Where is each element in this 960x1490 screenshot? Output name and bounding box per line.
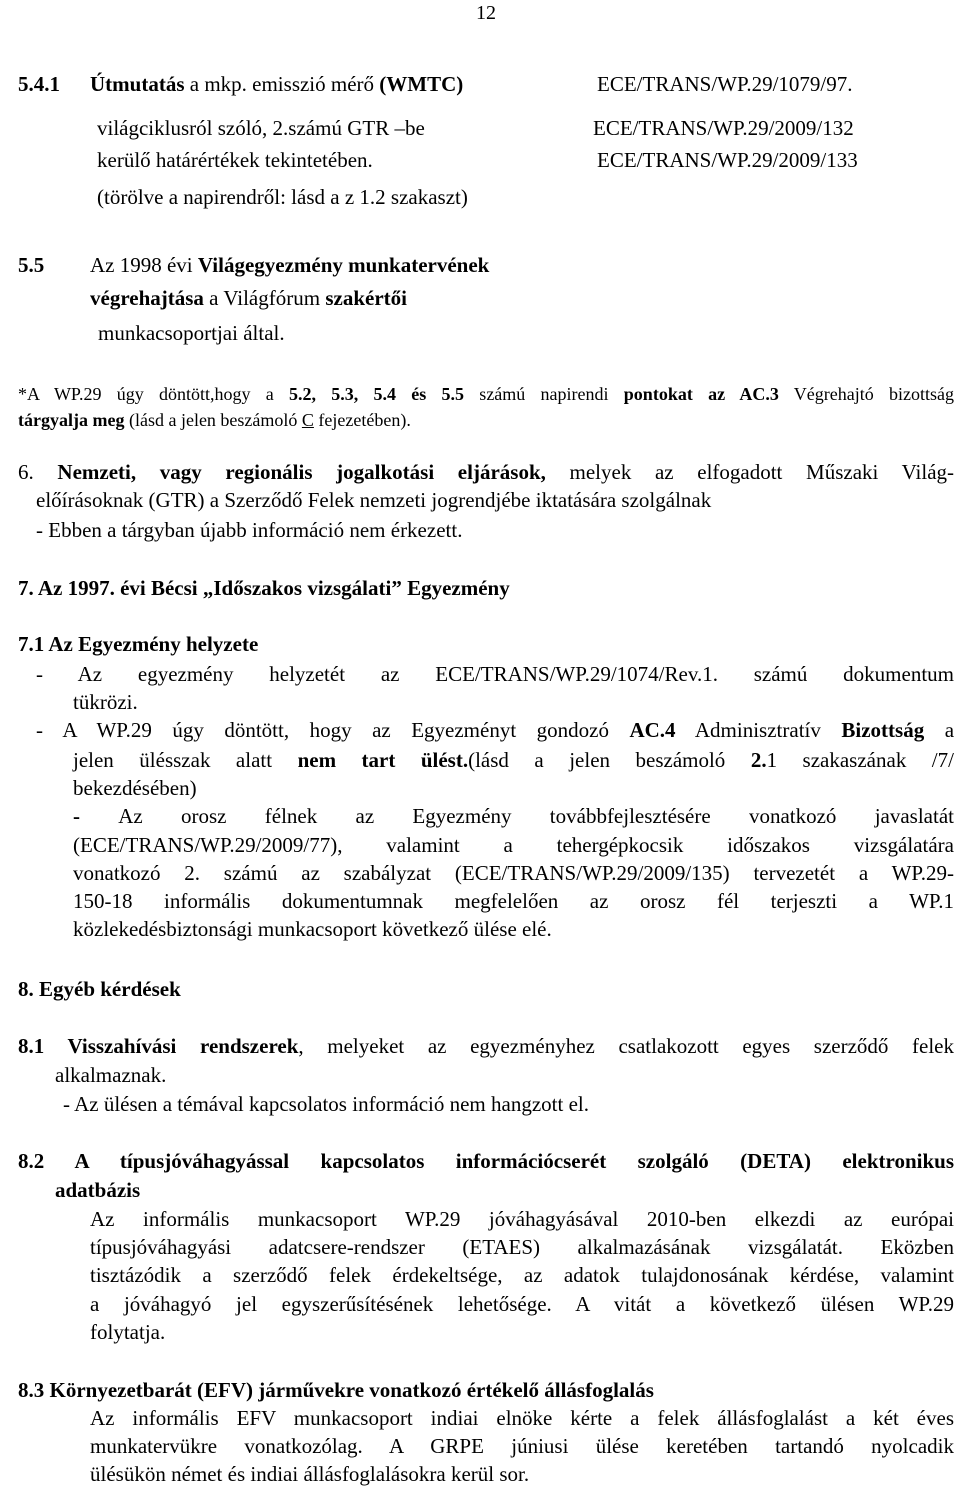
section-81-line2: alkalmaznak.	[55, 1063, 167, 1087]
section-8-heading: 8. Egyéb kérdések	[18, 977, 181, 1001]
section-6-line3: - Ebben a tárgyban újabb információ nem érkezett.	[36, 518, 463, 542]
section-83-text-line1: Az informális EFV munkacsoport indiai elnöke kérte a felek állásfoglalást a két éves	[90, 1406, 954, 1430]
section-82-heading-line1: 8.2 A típusjóváhagyással kapcsolatos információcserét szolgáló (DETA) elektronikus	[18, 1149, 954, 1173]
document-reference-3: ECE/TRANS/WP.29/2009/133	[597, 148, 858, 172]
agenda-item-541-line3: kerülő határértékek tekintetében.	[97, 148, 373, 172]
section-81-line1: 8.1 Visszahívási rendszerek, melyeket az egyezményhez csatlakozott egyes szerződő felek	[18, 1034, 955, 1058]
section-83-text-line3: ülésükön német és indiai állásfoglalásokra kerül sor.	[90, 1462, 530, 1486]
section-82-text-line3: tisztázódik a szerződő felek érdekeltsége, az adatok tulajdonosának kérdése, valamint	[90, 1263, 954, 1287]
section-82-text-line4: a jóváhagyó jel egyszerűsítésének lehetősége. A vitát a következő ülésen WP.29	[90, 1292, 954, 1316]
agenda-item-55-line2: végrehajtása a Világfórum szakértői	[90, 286, 407, 310]
decision-note-line1: *A WP.29 úgy döntött,hogy a 5.2, 5.3, 5.4 és 5.5 számú napirendi pontokat az AC.3 Végrehajtó bizottság	[18, 384, 954, 404]
section-6-line2: előírásoknak (GTR) a Szerződő Felek nemzeti jogrendjébe iktatására szolgálnak	[36, 488, 712, 512]
document-reference-2: ECE/TRANS/WP.29/2009/132	[593, 116, 854, 140]
section-83-heading: 8.3 Környezetbarát (EFV) járművekre vonatkozó értékelő állásfoglalás	[18, 1378, 654, 1402]
section-82-text-line1: Az informális munkacsoport WP.29 jóváhagyásával 2010-ben elkezdi az európai	[90, 1207, 954, 1231]
page-number: 12	[476, 2, 496, 24]
agenda-item-55-line1: Az 1998 évi Világegyezmény munkatervének	[90, 253, 490, 277]
agenda-item-541-line4: (törölve a napirendről: lásd a z 1.2 szakaszt)	[97, 185, 468, 209]
section-71-item2-line3: bekezdésében)	[73, 776, 197, 800]
section-7-heading: 7. Az 1997. évi Bécsi „Időszakos vizsgálati” Egyezmény	[18, 576, 510, 600]
section-81-line3: - Az ülésen a témával kapcsolatos információ nem hangzott el.	[63, 1092, 589, 1116]
section-71-item3-line2: (ECE/TRANS/WP.29/2009/77), valamint a tehergépkocsik időszakos vizsgálatára	[73, 833, 954, 857]
section-71-item2-line2: jelen ülésszak alatt nem tart ülést.(lásd a jelen beszámoló 2.1 szakaszának /7/	[73, 748, 954, 772]
section-71-item3-line3: vonatkozó 2. számú az szabályzat (ECE/TRANS/WP.29/2009/135) tervezetét a WP.29-	[73, 861, 954, 885]
section-71-item3-line5: közlekedésbiztonsági munkacsoport következő ülése elé.	[73, 917, 552, 941]
agenda-item-55-number: 5.5	[18, 253, 45, 277]
agenda-item-541-number: 5.4.1	[18, 72, 60, 96]
section-82-text-line2: típusjóváhagyási adatcsere-rendszer (ETAES) alkalmazásának vizsgálatát. Eközben	[90, 1235, 954, 1259]
agenda-item-541-title: Útmutatás a mkp. emisszió mérő (WMTC)	[90, 72, 464, 96]
section-6-line1: 6. Nemzeti, vagy regionális jogalkotási eljárások, melyek az elfogadott Műszaki Világ-	[18, 460, 955, 484]
section-82-heading-line2: adatbázis	[55, 1178, 141, 1202]
section-71-heading: 7.1 Az Egyezmény helyzete	[18, 632, 259, 656]
agenda-item-541-line2: világciklusról szóló, 2.számú GTR –be	[97, 116, 425, 140]
decision-note-line2: tárgyalja meg (lásd a jelen beszámoló C fejezetében).	[18, 410, 411, 430]
agenda-item-55-line3: munkacsoportjai által.	[98, 321, 285, 345]
section-82-text-line5: folytatja.	[90, 1320, 166, 1344]
section-71-item3-line1: - Az orosz félnek az Egyezmény továbbfejlesztésére vonatkozó javaslatát	[73, 804, 954, 828]
section-71-item1-line1: - Az egyezmény helyzetét az ECE/TRANS/WP.29/1074/Rev.1. számú dokumentum	[36, 662, 954, 686]
document-reference-1: ECE/TRANS/WP.29/1079/97.	[597, 72, 853, 96]
section-71-item2-line1: - A WP.29 úgy döntött, hogy az Egyezményt gondozó AC.4 Adminisztratív Bizottság a	[36, 718, 955, 742]
section-83-text-line2: munkatervükre vonatkozólag. A GRPE júniusi ülése keretében tartandó nyolcadik	[90, 1434, 954, 1458]
section-71-item1-line2: tükrözi.	[73, 690, 138, 714]
section-71-item3-line4: 150-18 informális dokumentumnak megfelelően az orosz fél terjeszti a WP.1	[73, 889, 954, 913]
